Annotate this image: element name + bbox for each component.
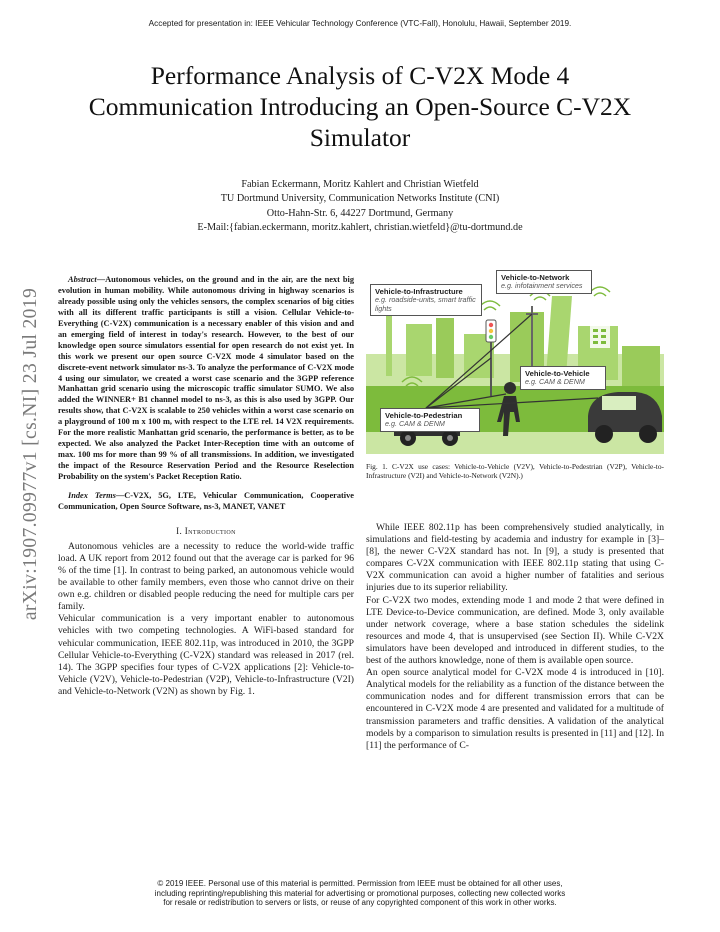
index-terms-text: —C-V2X, 5G, LTE, Vehicular Communication, Cooperative Communication, Open Source Software, ns-3, MANET, VANET	[58, 490, 354, 511]
label-v2v-title: Vehicle-to-Vehicle	[525, 369, 590, 378]
section-heading: I. Introduction	[176, 525, 236, 536]
arxiv-id: arXiv:1907.09977v1 [cs.NI] 23 Jul 2019	[20, 287, 41, 621]
intro-paragraph-1: Autonomous vehicles are a necessity to reduce the world-wide traffic load. A UK report from 2012 found out that the average car is parked for 96 % of the time [1]. In contrast to being parked, an autonomous vehicle would be available to other family members, even those who cannot drive on their own e.g. children or disabled people reducing the need for multiple cars per family.	[58, 540, 354, 613]
abstract	[58, 275, 354, 482]
right-paragraph-2: For C-V2X two modes, extending mode 1 and mode 2 that were defined in LTE Device-to-Device communication, are defined. Mode 3, only available under network coverage, where a base station schedules the sidelink resources and mode 4, that is unsupervised (see Section II). While C-V2X simulators have been developed and introduced in different studies, to the best of the authors knowledge, none of them is available open source.	[366, 594, 664, 667]
figure-1	[366, 266, 664, 454]
arxiv-stamp	[4, 268, 58, 640]
abstract-text: —Autonomous vehicles, on the ground and in the air, are the next big evolution in human mobility. While autonomous driving in highway scenarios is already possible using only the vehicles sensors, the complex scenarios of big cities with all its different traffic participants is still a vision. Cellular Vehicle-to-Everything (C-V2X) communication is a necessary enabler of this vision and and an emerging field of interest in today's research. However, to the best of our knowledge open source simulators essential for open research do not exist yet. In this work we present our open source C-V2X mode 4 simulator based on the discrete-event network simulator ns-3. To analyze the performance of C-V2X mode 4 using our simulator, we created a worst case scenario and the 3GPP reference Manhattan grid scenario using the microscopic traffic simulator SUMO. We also added the WINNER+ B1 channel model to ns-3, as this is also used by 3GPP. Our results show, that C-V2X is scalable to 250 vehicles within a worst case scenario on a playground of 100 m x 100 m, with respect to the LTE rel. 14 V2X requirements. For the more realistic Manhattan grid scenario, the performance is better, as to be expected. We also analyzed the Packet Inter-Reception time with an outcome of max. 100 ms for more than 99 % of all transmissions. In addition, we investigated the impact of the Resource Reservation Period and the Resource Reselection Probability on the system's Packet Reception Ratio.	[58, 275, 354, 481]
email: E-Mail:{fabian.eckermann, moritz.kahlert, christian.wietfeld}@tu-dortmund.de	[197, 221, 523, 233]
right-column	[366, 522, 664, 752]
abstract-lead: Abstract	[68, 275, 97, 285]
right-paragraph-1: While IEEE 802.11p has been comprehensively studied analytically, in simulations and field-testing by academia and industry for example in [3]–[8], the newer C-V2X standard has not. In [9], a study is presented that compares C-V2X communication with IEEE 802.11p stating that using C-V2X communication can avoid a higher number of fatalities and serious injuries due to its superior reliability.	[366, 522, 664, 594]
index-terms	[58, 491, 354, 513]
copyright-line-1: © 2019 IEEE. Personal use of this material is permitted. Permission from IEEE must be obtained for all other uses,	[157, 879, 563, 888]
label-v2p-sub: e.g. CAM & DENM	[385, 419, 445, 428]
label-v2i-title: Vehicle-to-Infrastructure	[375, 287, 463, 296]
label-v2v	[520, 366, 606, 390]
label-v2n-sub: e.g. infotainment services	[501, 281, 583, 290]
author-block	[80, 178, 640, 235]
copyright-line-2: including reprinting/republishing this material for advertising or promotional purposes, collecting new collected works	[154, 888, 566, 898]
label-v2i	[370, 284, 482, 316]
label-v2n-title: Vehicle-to-Network	[501, 273, 570, 282]
label-v2v-sub: e.g. CAM & DENM	[525, 377, 585, 386]
label-v2p-title: Vehicle-to-Pedestrian	[385, 411, 463, 420]
paper-title: Performance Analysis of C-V2X Mode 4 Communication Introducing an Open-Source C-V2X Simulator	[88, 61, 632, 152]
copyright-footer	[60, 879, 660, 908]
intro-paragraph-2: Vehicular communication is a very important enabler to autonomous vehicles with two competing technologies. A WiFi-based standard for vehicular communication, IEEE 802.11p, was introduced in 2010, the 3GPP Cellular Vehicle-to-Everything (C-V2X) standard was released in 2017 (rel. 14). The 3GPP specifies four types of C-V2X applications [2]: Vehicle-to-Vehicle (V2V), Vehicle-to-Pedestrian (V2P), Vehicle-to-Infrastructure (V2I) and Vehicle-to-Network (V2N) as shown by Fig. 1.	[58, 613, 354, 697]
conference-note: Accepted for presentation in: IEEE Vehicular Technology Conference (VTC-Fall), Honolulu, Hawaii, September 2019.	[148, 19, 572, 28]
label-v2p	[380, 408, 480, 432]
right-paragraph-3: An open source analytical model for C-V2X mode 4 is introduced in [10]. Analytical models for the reliability as a function of the distance between the communication nodes and for different transmission errors that can be encountered in C-V2X mode 4 are presented and validated for a multitude of transmission parameters and traffic densities. A validation of the analytical models by a comparison to simulation results is presented in [11] and [12]. In [11] the performance of C-	[366, 667, 664, 751]
label-v2n	[496, 270, 592, 294]
address: Otto-Hahn-Str. 6, 44227 Dortmund, Germany	[266, 207, 454, 219]
server-icon	[590, 326, 610, 348]
index-terms-lead: Index Terms	[68, 490, 116, 500]
authors: Fabian Eckermann, Moritz Kahlert and Christian Wietfeld	[241, 179, 479, 190]
figure-caption: Fig. 1. C-V2X use cases: Vehicle-to-Vehicle (V2V), Vehicle-to-Pedestrian (V2P), Vehicle-to-Infrastructure (V2I) and Vehicle-to-Network (V2N).)	[366, 462, 664, 481]
copyright-line-3: for resale or redistribution to servers or lists, or reuse of any copyrighted component of this work in other works.	[163, 898, 557, 908]
left-column	[58, 267, 354, 698]
affiliation: TU Dortmund University, Communication Networks Institute (CNI)	[220, 193, 500, 205]
label-v2i-sub: e.g. roadside-units, smart traffic lights	[375, 295, 476, 313]
